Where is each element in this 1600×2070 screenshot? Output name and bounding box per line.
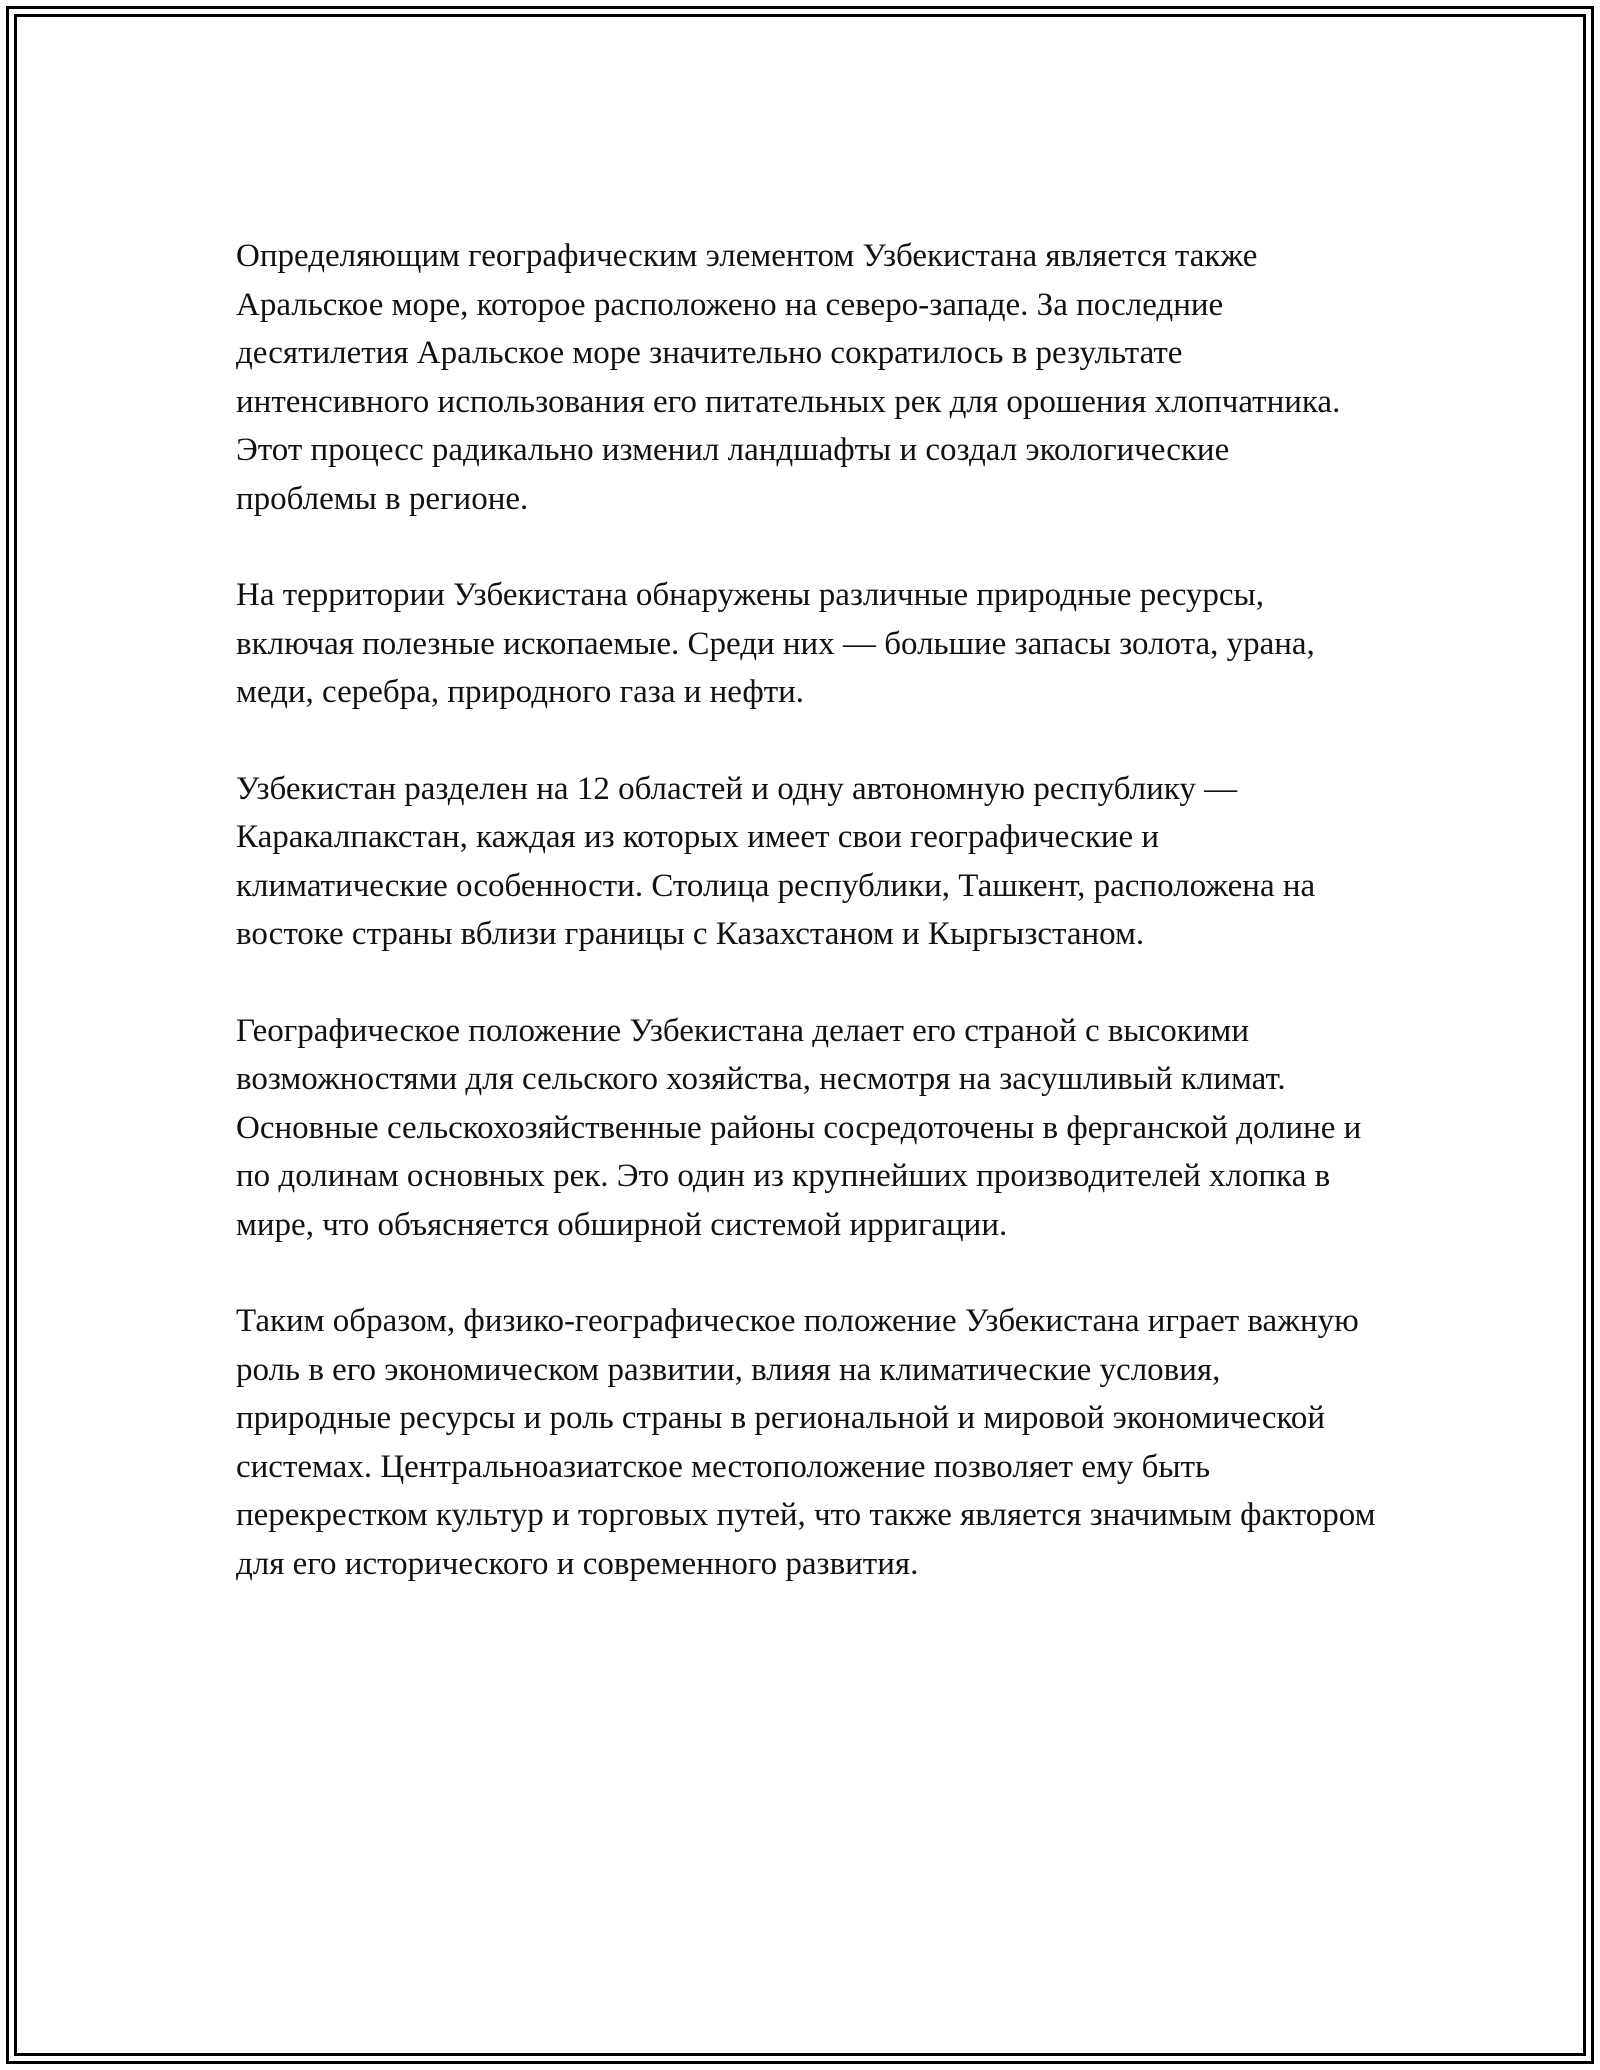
paragraph-administrative-division: Узбекистан разделен на 12 областей и одну автономную республику — Каракалпакстан, каждая из которых имеет свои географические и климатические особенности. Столица республики, Ташкент, расположена на востоке страны вблизи границы с Казахстаном и Кыргызстаном. (236, 770, 1316, 952)
paragraph-agriculture: Географическое положение Узбекистана делает его страной с высокими возможностями для сельского хозяйства, несмотря на засушливый климат. Основные сельскохозяйственные районы сосредоточены в ферганской долине и по долинам основных рек. Это один из крупнейших производителей хлопка в мире, что объясняется обширной системой ирригации. (236, 1012, 1362, 1243)
paragraph-conclusion: Таким образом, физико-географическое положение Узбекистана играет важную роль в его экономическом развитии, влияя на климатические условия, природные ресурсы и роль страны в региональной и мировой экономической системах. Центральноазиатское местоположение позволяет ему быть перекрестком культур и торговых путей, что также является значимым фактором для его исторического и современного развития. (236, 1303, 1376, 1582)
document-body (236, 232, 1376, 1636)
paragraph-natural-resources: На территории Узбекистана обнаружены различные природные ресурсы, включая полезные ископаемые. Среди них — большие запасы золота, урана, меди, серебра, природного газа и нефти. (236, 577, 1315, 710)
paragraph-aral-sea: Определяющим географическим элементом Узбекистана является также Аральское море, которое расположено на северо-западе. За последние десятилетия Аральское море значительно сократилось в результате интенсивного использования его питательных рек для орошения хлопчатника. Этот процесс радикально изменил ландшафты и создал экологические проблемы в регионе. (236, 238, 1341, 517)
